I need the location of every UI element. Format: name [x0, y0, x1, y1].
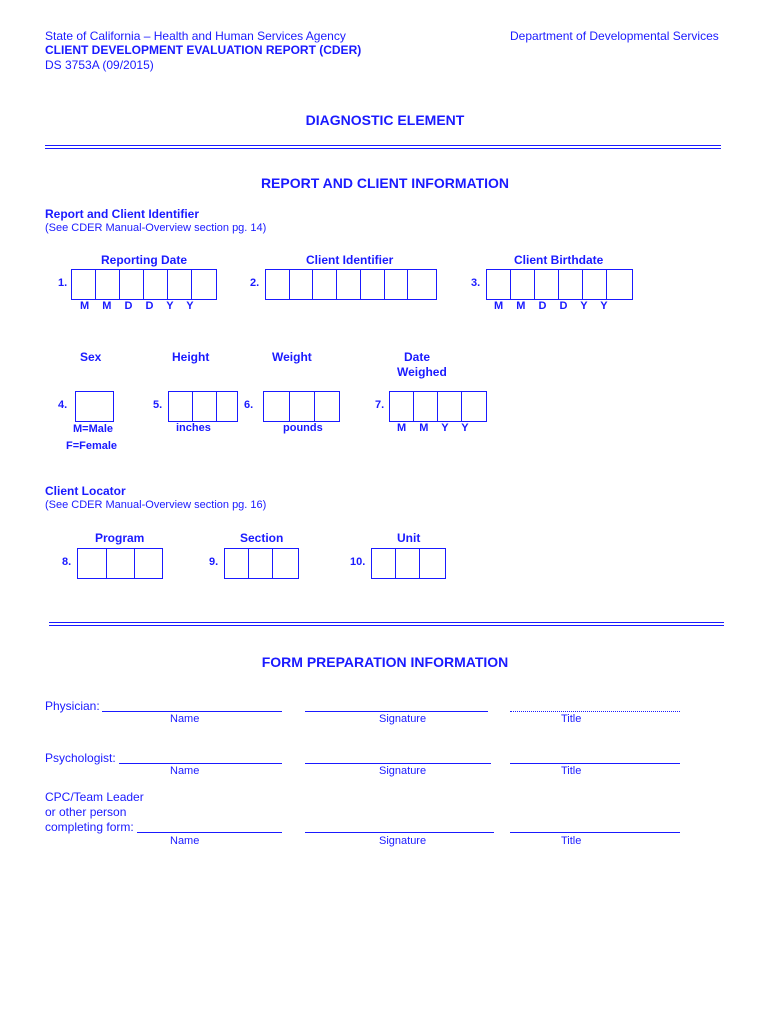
program-label: Program	[95, 531, 145, 545]
physician-signature-caption: Signature	[379, 713, 427, 725]
weight-label: Weight	[272, 350, 312, 364]
physician-title-caption: Title	[561, 713, 582, 725]
psychologist-signature-line[interactable]	[305, 763, 491, 764]
locator-heading: Client Locator	[45, 484, 126, 498]
cpc-signature-line[interactable]	[305, 832, 494, 833]
physician-signature-line[interactable]	[305, 711, 488, 712]
agency-name: State of California – Health and Human Services Agency	[45, 29, 346, 43]
field-number-1: 1.	[58, 277, 68, 289]
field-number-6: 6.	[244, 399, 254, 411]
physician-label: Physician:	[45, 699, 100, 713]
field-number-9: 9.	[209, 556, 219, 568]
field-number-8: 8.	[62, 556, 72, 568]
height-label: Height	[172, 350, 210, 364]
reporting-date-label: Reporting Date	[101, 253, 188, 267]
locator-note: (See CDER Manual-Overview section pg. 16)	[45, 499, 267, 511]
sex-female-legend: F=Female	[66, 440, 118, 452]
cpc-label-line1: CPC/Team Leader	[45, 790, 144, 804]
psychologist-title-caption: Title	[561, 765, 582, 777]
identifier-note: (See CDER Manual-Overview section pg. 14)	[45, 222, 267, 234]
physician-name-caption: Name	[170, 713, 200, 725]
physician-name-line[interactable]	[102, 711, 282, 712]
report-title: CLIENT DEVELOPMENT EVALUATION REPORT (CDER)	[45, 43, 362, 57]
field-number-2: 2.	[250, 277, 260, 289]
prep-info-title: FORM PREPARATION INFORMATION	[261, 654, 509, 670]
client-birthdate-boxes[interactable]	[486, 269, 633, 300]
program-boxes[interactable]	[77, 548, 163, 579]
field-number-7: 7.	[375, 399, 385, 411]
section-label: Section	[240, 531, 284, 545]
client-birthdate-label: Client Birthdate	[514, 253, 604, 267]
cpc-name-line[interactable]	[137, 832, 282, 833]
unit-boxes[interactable]	[371, 548, 446, 579]
cpc-label-line3: completing form:	[45, 820, 134, 834]
date-weighed-boxes[interactable]	[389, 391, 487, 422]
sex-box[interactable]	[75, 391, 114, 422]
cpc-label-line2: or other person	[45, 805, 127, 819]
client-identifier-label: Client Identifier	[306, 253, 394, 267]
diagnostic-title: DIAGNOSTIC ELEMENT	[305, 112, 465, 128]
date-weighed-format: M M Y Y	[397, 422, 469, 434]
report-info-title: REPORT AND CLIENT INFORMATION	[260, 175, 510, 191]
field-number-10: 10.	[350, 556, 366, 568]
cpc-title-line[interactable]	[510, 832, 680, 833]
sex-male-legend: M=Male	[73, 423, 114, 435]
divider-top	[45, 145, 721, 149]
department-name: Department of Developmental Services	[510, 29, 719, 43]
section-boxes[interactable]	[224, 548, 299, 579]
weight-unit: pounds	[283, 422, 323, 434]
date-weighed-label-line2: Weighed	[397, 365, 447, 379]
cpc-title-caption: Title	[561, 835, 582, 847]
date-weighed-label-line1: Date	[404, 350, 431, 364]
client-identifier-boxes[interactable]	[265, 269, 437, 300]
physician-title-line[interactable]	[510, 711, 680, 712]
reporting-date-format: M M D D Y Y	[80, 300, 194, 312]
weight-boxes[interactable]	[263, 391, 340, 422]
birthdate-format: M M D D Y Y	[494, 300, 608, 312]
identifier-heading: Report and Client Identifier	[45, 207, 200, 221]
field-number-3: 3.	[471, 277, 481, 289]
form-number: DS 3753A (09/2015)	[45, 58, 154, 72]
psychologist-label: Psychologist:	[45, 751, 116, 765]
cpc-name-caption: Name	[170, 835, 200, 847]
psychologist-title-line[interactable]	[510, 763, 680, 764]
height-unit: inches	[176, 422, 211, 434]
divider-middle	[49, 622, 724, 626]
cpc-signature-caption: Signature	[379, 835, 427, 847]
field-number-4: 4.	[58, 399, 68, 411]
psychologist-signature-caption: Signature	[379, 765, 427, 777]
psychologist-name-line[interactable]	[119, 763, 282, 764]
height-boxes[interactable]	[168, 391, 238, 422]
reporting-date-boxes[interactable]	[71, 269, 217, 300]
unit-label: Unit	[397, 531, 421, 545]
sex-label: Sex	[80, 350, 102, 364]
psychologist-name-caption: Name	[170, 765, 200, 777]
field-number-5: 5.	[153, 399, 163, 411]
